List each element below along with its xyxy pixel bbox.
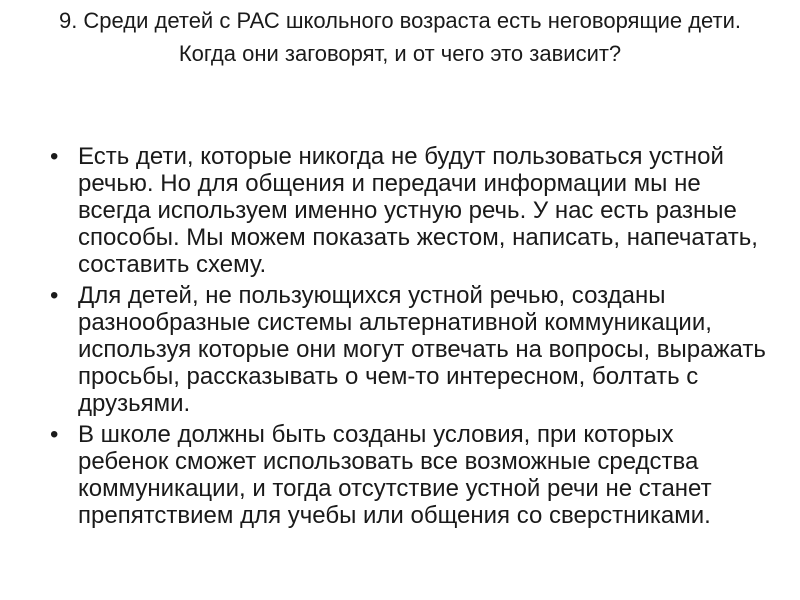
bullet-icon: • — [50, 421, 59, 448]
bullet-item-2 — [46, 282, 766, 417]
bullet-list — [46, 143, 766, 533]
bullet-text-1: Есть дети, которые никогда не будут пользоваться устной речью. Но для общения и передачи информации мы не всегда используем именно устную речь. У нас есть разные способы. Мы можем показать жестом, написать, напечатать, составить схему. — [78, 143, 758, 278]
bullet-text-2: Для детей, не пользующихся устной речью, созданы разнообразные системы альтернативной коммуникации, используя которые они могут отвечать на вопросы, выражать просьбы, рассказывать о чем-то интересном, болтать с друзьями. — [78, 282, 766, 417]
bullet-item-1 — [46, 143, 766, 278]
bullet-text-3: В школе должны быть созданы условия, при которых ребенок сможет использовать все возможные средства коммуникации, и тогда отсутствие устной речи не станет препятствием для учебы или общения со сверстниками. — [78, 421, 712, 529]
bullet-icon: • — [50, 143, 59, 170]
slide-title: 9. Среди детей с РАС школьного возраста есть неговорящие дети. Когда они заговорят, и от чего это зависит? — [58, 8, 742, 66]
bullet-item-3 — [46, 421, 766, 529]
bullet-icon: • — [50, 282, 59, 309]
